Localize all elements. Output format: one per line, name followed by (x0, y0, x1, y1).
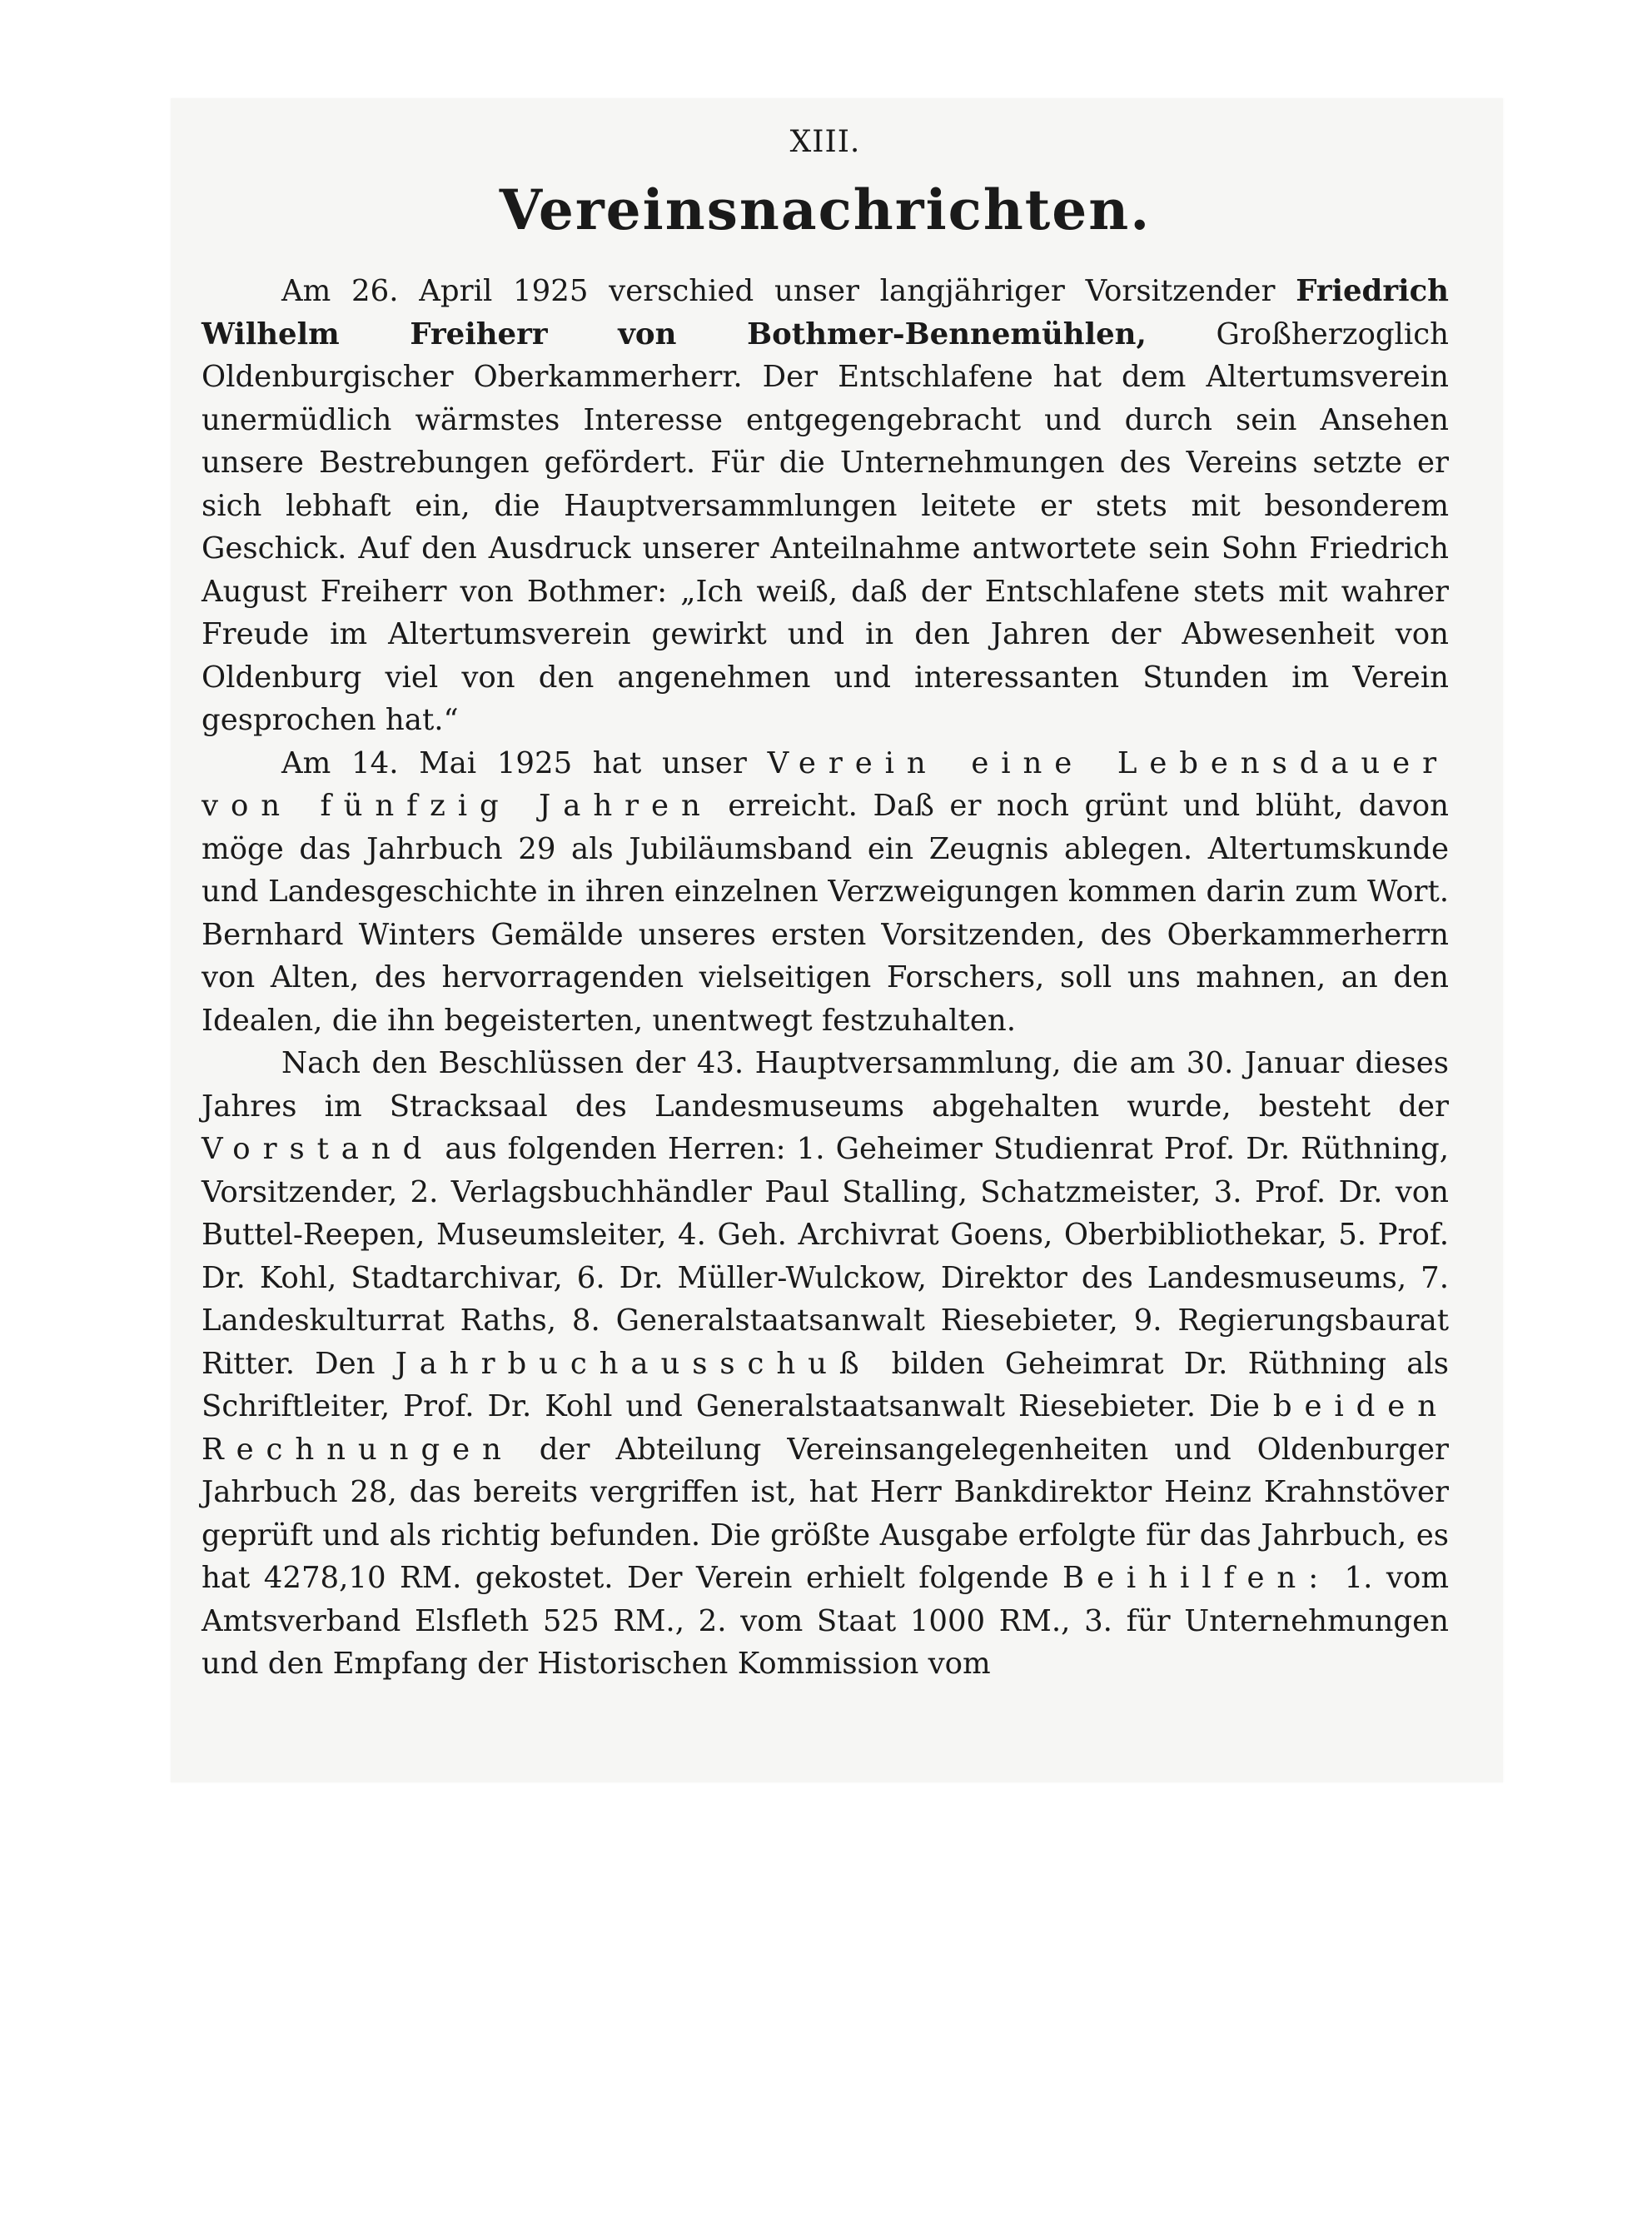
bold-name: Friedrich Wilhelm Freiherr von Bothmer-Bennemühlen, (202, 274, 1449, 351)
text-segment: Am 26. April 1925 verschied unser langjähriger Vorsitzender (281, 274, 1296, 308)
text-segment: Am 14. Mai 1925 hat unser (281, 745, 768, 780)
page-title: Vereinsnachrichten. (499, 177, 1152, 242)
text-segment: Nach den Beschlüssen der 43. Hauptversammlung, die am 30. Januar dieses Jahres im Stracksaal des Landesmuseums abgehalten wurde, besteht der (202, 1046, 1449, 1124)
paragraph-anniversary (202, 742, 1449, 1043)
text-segment: 1. vom Amtsverband Elsfleth 525 RM., 2. vom Staat 1000 RM., 3. für Unternehmungen und den Empfang der Historischen Kommission vom (202, 1561, 1449, 1681)
spaced-emphasis: beiden Rechnungen (202, 1389, 1449, 1467)
text-segment: aus folgenden Herren: 1. Geheimer Studienrat Prof. Dr. Rüthning, Vorsitzender, 2. Verlagsbuchhändler Paul Stalling, Schatzmeister, 3. Prof. Dr. von Buttel-Reepen, Museumsleiter, 4. Geh. Archivrat Goens, Oberbibliothekar, 5. Prof. Dr. Kohl, Stadtarchivar, 6. Dr. Müller-Wulckow, Direktor des Landesmuseums, 7. Landeskulturrat Raths, 8. Generalstaatsanwalt Riesebieter, 9. Regierungsbaurat Ritter. Den (202, 1132, 1449, 1381)
text-segment: erreicht. Daß er noch grünt und blüht, davon möge das Jahrbuch 29 als Jubiläumsband ein Zeugnis ablegen. Altertumskunde und Landesgeschichte in ihren einzelnen Verzweigungen kommen darin zum Wort. Bernhard Winters Gemälde unseres ersten Vorsitzenden, des Oberkammerherrn von Alten, des hervorragenden vielseitigen Forschers, soll uns mahnen, an den Idealen, die ihn begeisterten, unentwegt festzuhalten. (202, 789, 1449, 1038)
paragraph-obituary (202, 270, 1449, 742)
chapter-number: XIII. (789, 125, 861, 159)
text-segment: bilden Geheimrat Dr. Rüthning als Schriftleiter, Prof. Dr. Kohl und Generalstaatsanwalt Riesebieter. Die (202, 1346, 1449, 1423)
text-segment: der Abteilung Vereinsangelegenheiten und Oldenburger Jahrbuch 28, das bereits vergriffen ist, hat Herr Bankdirektor Heinz Krahnstöver geprüft und als richtig befunden. Die größte Ausgabe erfolgte für das Jahrbuch, es hat 4278,10 RM. gekostet. Der Verein erhielt folgende (202, 1432, 1449, 1595)
spaced-emphasis: Verein eine Lebensdauer von fünfzig Jahren (202, 745, 1449, 823)
spaced-emphasis: Vorstand (202, 1132, 435, 1166)
spaced-emphasis: Jahrbuchausschuß (395, 1346, 872, 1381)
document-page (202, 115, 1449, 1686)
spaced-emphasis: Beihilfen: (1062, 1561, 1331, 1595)
paragraph-board (202, 1042, 1449, 1686)
text-segment: Großherzoglich Oldenburgischer Oberkammerherr. Der Entschlafene hat dem Altertumsverein unermüdlich wärmstes Interesse entgegengebracht und durch sein Ansehen unsere Bestrebungen gefördert. Für die Unternehmungen des Vereins setzte er sich lebhaft ein, die Hauptversammlungen leitete er stets mit besonderem Geschick. Auf den Ausdruck unserer Anteilnahme antwortete sein Sohn Friedrich August Freiherr von Bothmer: „Ich weiß, daß der Entschlafene stets mit wahrer Freude im Altertumsverein gewirkt und in den Jahren der Abwesenheit von Oldenburg viel von den angenehmen und interessanten Stunden im Verein gesprochen hat.“ (202, 316, 1449, 737)
